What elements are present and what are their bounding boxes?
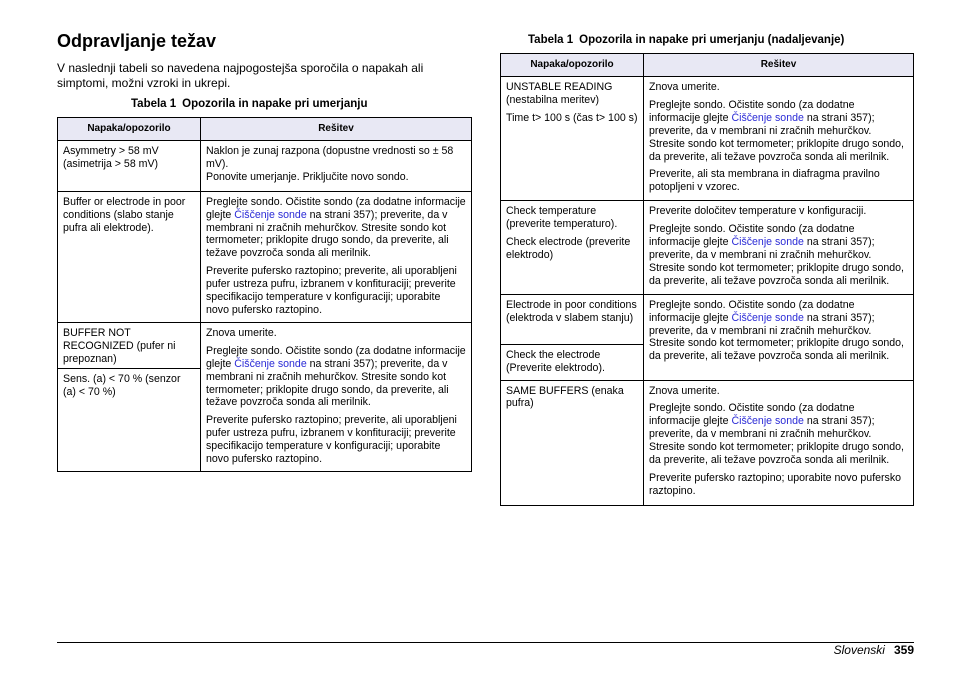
solution-cell <box>644 294 914 380</box>
table-row <box>501 77 914 201</box>
cross-reference-link[interactable]: Čiščenje sonde <box>234 208 307 221</box>
intro-paragraph: V naslednji tabeli so navedena najpogostejša sporočila o napakah ali simptomi, možni vzroki in ukrepi. <box>57 61 424 90</box>
error-text: Buffer or electrode in poor conditions (slabo stanje pufra ali elektrode). <box>63 195 186 234</box>
table1-header-row <box>58 118 472 141</box>
solution-paragraph <box>649 99 908 164</box>
error-cell <box>501 380 644 505</box>
table1-caption <box>131 97 368 111</box>
solution-paragraph: Preverite določitev temperature v konfiguraciji. <box>649 205 867 218</box>
solution-text: na strani 357); preverite, da v membrani ni zračnih mehurčkov. Stresite sondo kot termometer; priklopite drugo sondo, da preverite, ali težave povzroča sonda ali merilnik. <box>206 208 449 260</box>
solution-text: Naklon je zunaj razpona (dopustne vrednosti so ± 58 mV). <box>206 145 454 170</box>
solution-paragraph <box>206 345 466 410</box>
solution-paragraph: Preverite, ali sta membrana in diafragma pravilno potopljeni v vzorec. <box>649 168 880 194</box>
solution-text: na strani 357); preverite, da v membrani ni zračnih mehurčkov. Stresite sondo kot termometer; priklopite drugo sondo, da preverite, ali težave povzroča sonda ali merilnik. <box>649 311 904 363</box>
solution-text: na strani 357); preverite, da v membrani ni zračnih mehurčkov. Stresite sondo kot termometer; priklopite drugo sondo, da preverite, ali težave povzroča sonda ali merilnik. <box>206 357 449 409</box>
solution-paragraph <box>649 402 908 467</box>
table-row <box>501 380 914 505</box>
table1 <box>57 117 472 472</box>
cross-reference-link[interactable]: Čiščenje sonde <box>234 357 307 370</box>
solution-paragraph: Znova umerite. <box>206 326 277 339</box>
table2-caption-title: Opozorila in napake pri umerjanju (nadaljevanje) <box>579 34 845 46</box>
table-row <box>501 294 914 380</box>
solution-paragraph: Preverite pufersko raztopino; uporabite novo pufersko raztopino. <box>649 471 902 497</box>
solution-cell <box>201 191 472 322</box>
cross-reference-link[interactable]: Čiščenje sonde <box>731 415 804 428</box>
table1-caption-title: Opozorila in napake pri umerjanju <box>182 98 368 110</box>
cross-reference-link[interactable]: Čiščenje sonde <box>731 111 804 124</box>
solution-paragraph: Znova umerite. <box>649 384 720 397</box>
error-text: Electrode in poor conditions (elektroda v slabem stanju) <box>501 295 643 345</box>
table1-caption-number: Tabela 1 <box>131 98 177 110</box>
solution-paragraph <box>649 223 908 288</box>
table2-header-row <box>501 54 914 77</box>
solution-text: na strani 357); preverite, da v membrani ni zračnih mehurčkov. Stresite sondo kot termometer; priklopite drugo sondo, da preverite, ali težave povzroča sonda ali merilnik. <box>649 415 904 467</box>
solution-text: na strani 357); preverite, da v membrani ni zračnih mehurčkov. Stresite sondo kot termometer; priklopite drugo sondo, da preverite, ali težave povzroča sonda ali merilnik. <box>649 111 904 163</box>
error-text: Check the electrode (Preverite elektrodo). <box>506 348 605 374</box>
solution-text: Preglejte sondo. Očistite sondo (za dodatne informacije glejte <box>206 344 466 370</box>
table2-caption-number: Tabela 1 <box>528 34 574 46</box>
solution-paragraph: Znova umerite. <box>649 81 720 93</box>
error-text: Asymmetry > 58 mV (asimetrija > 58 mV) <box>63 145 159 170</box>
solution-text: Preglejte sondo. Očistite sondo (za dodatne informacije glejte <box>649 298 855 324</box>
table2-header-error: Napaka/opozorilo <box>501 54 644 77</box>
error-text: Time t> 100 s (čas t> 100 s) <box>506 111 638 124</box>
table2-caption <box>528 33 844 47</box>
solution-text: Preglejte sondo. Očistite sondo (za dodatne informacije glejte <box>206 195 466 221</box>
error-text: UNSTABLE READING (nestabilna meritev) <box>506 81 613 106</box>
footer-divider <box>57 642 914 643</box>
solution-text: Preglejte sondo. Očistite sondo (za dodatne informacije glejte <box>649 98 855 124</box>
solution-cell <box>644 201 914 294</box>
error-text: Check electrode (preverite elektrodo) <box>506 236 631 261</box>
cross-reference-link[interactable]: Čiščenje sonde <box>731 236 804 249</box>
table2-header-solution: Rešitev <box>644 54 914 77</box>
table2 <box>500 53 914 506</box>
error-cell <box>501 294 644 380</box>
error-text: Sens. (a) < 70 % (senzor (a) < 70 %) <box>63 372 181 398</box>
solution-paragraph: Preverite pufersko raztopino; preverite, ali uporabljeni pufer ustreza pufru, izbranem v konfituraciji; preverite specifikacijo temperature v konfiguraciji; uporabite novo pufersko raztopino. <box>206 414 457 466</box>
error-cell <box>501 77 644 201</box>
footer-language: Slovenski <box>833 643 885 657</box>
solution-text: Preglejte sondo. Očistite sondo (za dodatne informacije glejte <box>649 223 855 249</box>
solution-paragraph <box>206 196 466 261</box>
solution-text: Preglejte sondo. Očistite sondo (za dodatne informacije glejte <box>649 402 855 428</box>
solution-text: na strani 357); preverite, da v membrani ni zračnih mehurčkov. Stresite sondo kot termometer; priklopite drugo sondo, da preverite, ali težave povzroča sonda ali merilnik. <box>649 236 904 287</box>
error-cell <box>58 191 201 322</box>
table-row <box>58 191 472 322</box>
solution-cell <box>201 322 472 471</box>
solution-cell <box>644 380 914 505</box>
table-row <box>58 141 472 192</box>
solution-cell <box>644 77 914 201</box>
table1-header-solution: Rešitev <box>201 118 472 141</box>
error-cell <box>58 322 201 471</box>
solution-paragraph <box>649 299 908 364</box>
page-footer <box>834 643 914 657</box>
cross-reference-link[interactable]: Čiščenje sonde <box>731 311 804 324</box>
error-text: Check temperature (preverite temperaturo). <box>506 205 618 231</box>
table-row <box>501 201 914 294</box>
error-cell <box>501 201 644 294</box>
table1-header-error: Napaka/opozorilo <box>58 118 201 141</box>
page-number: 359 <box>893 643 914 657</box>
solution-paragraph: Preverite pufersko raztopino; preverite, ali uporabljeni pufer ustreza pufru, izbranem v konfituraciji; preverite specifikacijo temperature v konfiguraciji; uporabite novo pufersko raztopino. <box>206 265 457 316</box>
error-cell <box>58 141 201 192</box>
solution-cell <box>201 141 472 192</box>
error-text: SAME BUFFERS (enaka pufra) <box>506 384 624 410</box>
error-text: BUFFER NOT RECOGNIZED (pufer ni prepoznan) <box>58 323 200 369</box>
page-title: Odpravljanje težav <box>57 31 217 51</box>
solution-text: Ponovite umerjanje. Priključite novo sondo. <box>206 170 409 183</box>
table-row <box>58 322 472 471</box>
